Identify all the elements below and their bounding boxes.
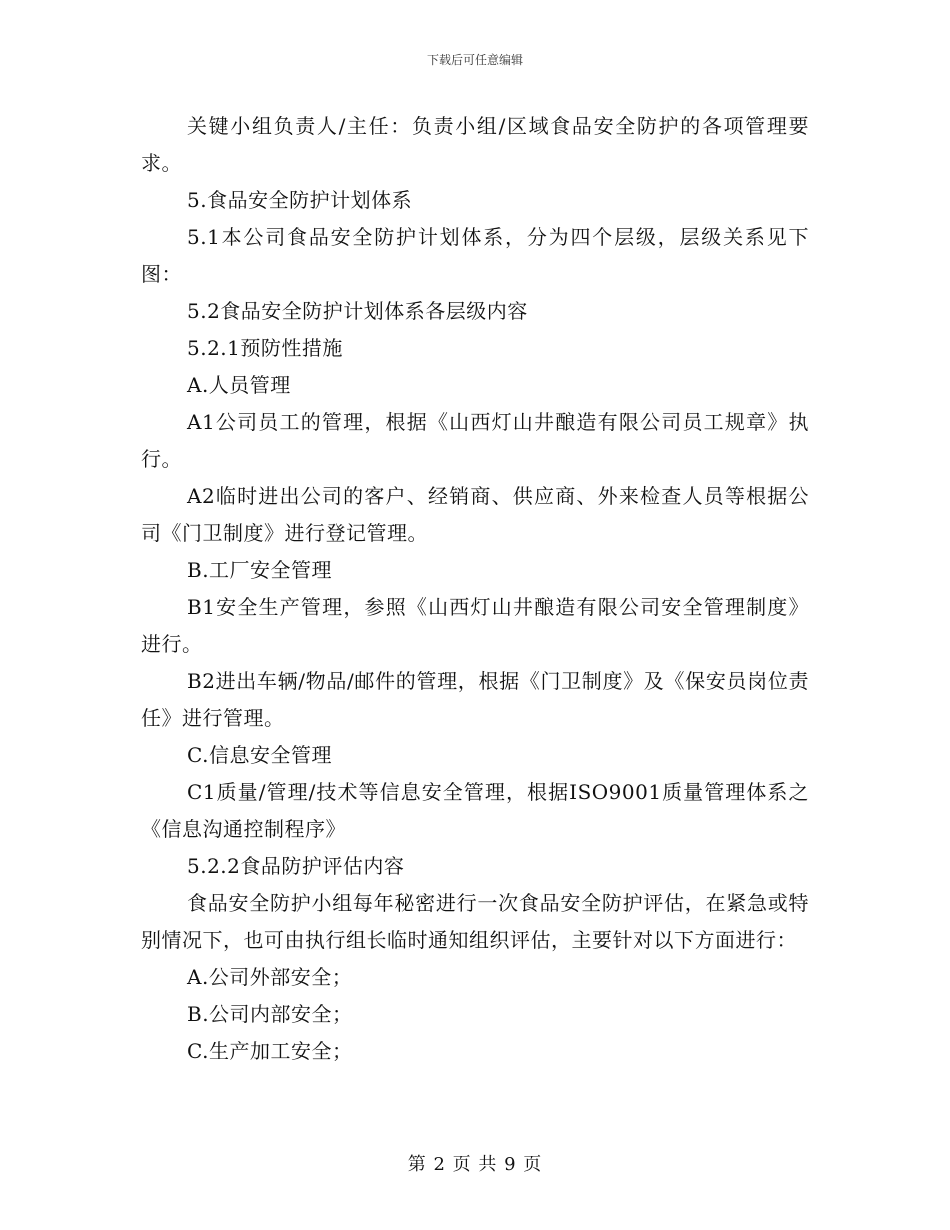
paragraph-a1: A1公司员工的管理，根据《山西灯山井酿造有限公司员工规章》执行。 bbox=[141, 410, 809, 471]
item-heading-a: A.人员管理 bbox=[187, 373, 291, 397]
document-body bbox=[141, 108, 809, 1070]
section-heading-5-2-1: 5.2.1预防性措施 bbox=[187, 336, 343, 360]
list-item-c: C.生产加工安全； bbox=[187, 1039, 353, 1063]
list-item-a: A.公司外部安全； bbox=[187, 965, 353, 989]
section-heading-5-2: 5.2食品安全防护计划体系各层级内容 bbox=[187, 299, 528, 323]
section-heading-5-2-2: 5.2.2食品防护评估内容 bbox=[187, 854, 405, 878]
item-heading-c: C.信息安全管理 bbox=[187, 743, 332, 767]
paragraph-c1: C1质量/管理/技术等信息安全管理，根据ISO9001质量管理体系之《信息沟通控制程序》 bbox=[141, 780, 809, 841]
paragraph-assessment: 食品安全防护小组每年秘密进行一次食品安全防护评估，在紧急或特别情况下，也可由执行组长临时通知组织评估，主要针对以下方面进行： bbox=[141, 891, 809, 952]
paragraph-5-1: 5.1本公司食品安全防护计划体系，分为四个层级，层级关系见下图： bbox=[141, 225, 809, 286]
page-footer: 第 2 页 共 9 页 bbox=[407, 1154, 543, 1175]
paragraph-b1: B1安全生产管理，参照《山西灯山井酿造有限公司安全管理制度》进行。 bbox=[141, 595, 809, 656]
paragraph-a2: A2临时进出公司的客户、经销商、供应商、外来检查人员等根据公司《门卫制度》进行登记管理。 bbox=[141, 484, 809, 545]
paragraph-leader-duty: 关键小组负责人/主任：负责小组/区域食品安全防护的各项管理要求。 bbox=[141, 114, 809, 175]
item-heading-b: B.工厂安全管理 bbox=[187, 558, 333, 582]
section-heading-5: 5.食品安全防护计划体系 bbox=[187, 188, 413, 212]
page-header: 下载后可任意编辑 bbox=[426, 53, 523, 67]
paragraph-b2: B2进出车辆/物品/邮件的管理，根据《门卫制度》及《保安员岗位责任》进行管理。 bbox=[141, 669, 809, 730]
list-item-b: B.公司内部安全； bbox=[187, 1002, 353, 1026]
